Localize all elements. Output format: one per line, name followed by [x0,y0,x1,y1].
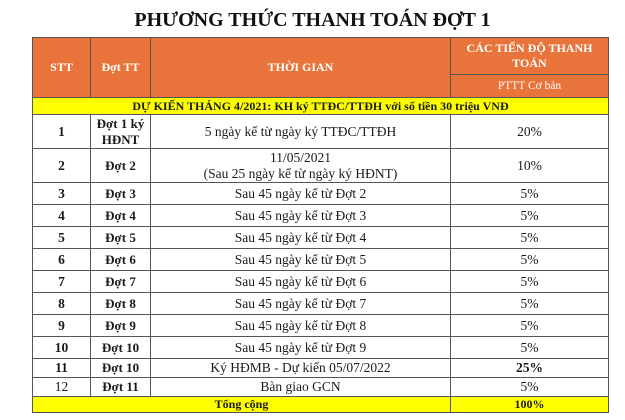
table-row [33,337,609,359]
row-time: Bàn giao GCN [151,378,451,397]
row-stt: 5 [33,227,91,249]
row-stt: 10 [33,337,91,359]
page-title: PHƯƠNG THỨC THANH TOÁN ĐỢT 1 [134,9,491,31]
header-pttt: PTTT Cơ bản [451,75,609,98]
row-time: Sau 45 ngày kể từ Đợt 2 [151,183,451,205]
row-pct: 5% [451,378,609,397]
row-dot: Đợt 3 [91,183,151,205]
row-stt: 11 [33,359,91,378]
row-pct: 5% [451,249,609,271]
row-stt: 6 [33,249,91,271]
row-pct: 5% [451,315,609,337]
table-row [33,271,609,293]
row-pct: 5% [451,293,609,315]
row-dot: Đợt 1 ký HĐNT [91,115,151,149]
row-dot: Đợt 7 [91,271,151,293]
row-pct: 5% [451,227,609,249]
row-stt: 8 [33,293,91,315]
row-dot: Đợt 5 [91,227,151,249]
total-row [33,397,609,413]
row-stt: 3 [33,183,91,205]
row-stt: 12 [33,378,91,397]
row-time: Sau 45 ngày kể từ Đợt 9 [151,337,451,359]
table-row [33,205,609,227]
row-time [151,149,451,183]
row-stt: 2 [33,149,91,183]
note-text: DỰ KIẾN THÁNG 4/2021: KH ký TTĐC/TTĐH với số tiền 30 triệu VNĐ [33,98,609,115]
payment-schedule-table [32,37,609,413]
header-dot-tt: Đợt TT [91,38,151,98]
row-dot: Đợt 10 [91,359,151,378]
row-time: Ký HĐMB - Dự kiến 05/07/2022 [151,359,451,378]
row-stt: 4 [33,205,91,227]
row-dot: Đợt 2 [91,149,151,183]
total-value: 100% [451,397,609,413]
row-dot: Đợt 9 [91,315,151,337]
row-stt: 7 [33,271,91,293]
row-pct: 5% [451,183,609,205]
table-row [33,149,609,183]
note-row [33,98,609,115]
row-time-line2: (Sau 25 ngày kể từ ngày ký HĐNT) [203,165,398,181]
table-row [33,315,609,337]
row-stt: 9 [33,315,91,337]
table-row [33,293,609,315]
table-row [33,378,609,397]
row-pct: 20% [451,115,609,149]
row-time: Sau 45 ngày kể từ Đợt 6 [151,271,451,293]
table-row [33,359,609,378]
row-time: Sau 45 ngày kể từ Đợt 4 [151,227,451,249]
header-thoi-gian: THỜI GIAN [151,38,451,98]
row-time-line1: 11/05/2021 [269,149,331,165]
row-dot: Đợt 4 [91,205,151,227]
row-pct: 25% [451,359,609,378]
row-pct: 5% [451,337,609,359]
table-row [33,227,609,249]
row-pct: 10% [451,149,609,183]
header-stt: STT [33,38,91,98]
row-time: Sau 45 ngày kể từ Đợt 7 [151,293,451,315]
table-header-row [33,38,609,75]
row-pct: 5% [451,205,609,227]
header-tien-do: CÁC TIẾN ĐỘ THANH TOÁN [451,38,609,75]
row-time: Sau 45 ngày kể từ Đợt 5 [151,249,451,271]
row-time: Sau 45 ngày kể từ Đợt 3 [151,205,451,227]
row-dot: Đợt 6 [91,249,151,271]
row-dot: Đợt 10 [91,337,151,359]
total-label: Tổng cộng [33,397,451,413]
table-row [33,249,609,271]
row-time: Sau 45 ngày kể từ Đợt 8 [151,315,451,337]
row-stt: 1 [33,115,91,149]
row-time: 5 ngày kể từ ngày ký TTĐC/TTĐH [151,115,451,149]
row-dot: Đợt 8 [91,293,151,315]
row-pct: 5% [451,271,609,293]
row-dot: Đợt 11 [91,378,151,397]
table-row [33,115,609,149]
table-row [33,183,609,205]
